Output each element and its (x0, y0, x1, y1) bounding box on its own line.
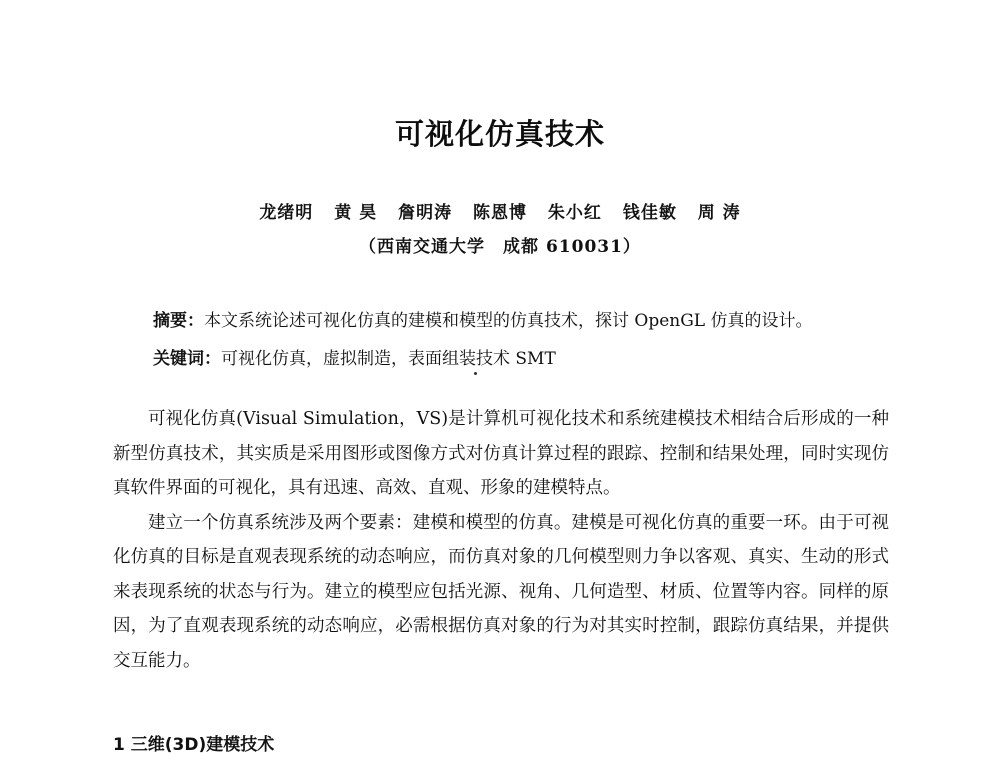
author-name: 陈恩博 (473, 203, 527, 223)
section-heading: 1 三维(3D)建模技术 (113, 735, 275, 755)
body-paragraph: 可视化仿真(Visual Simulation，VS)是计算机可视化技术和系统建模技术相结合后形成的一种新型仿真技术，其实质是采用图形或图像方式对仿真计算过程的跟踪、控制和结果处理，同时实现仿真软件界面的可视化，具有迅速、高效、直观、形象的建模特点。 (113, 409, 889, 498)
author-name: 朱小红 (547, 203, 602, 223)
scan-dot (474, 372, 477, 375)
author-name: 龙绪明 (259, 203, 314, 223)
keywords (153, 344, 556, 369)
author-name: 黄 昊 (334, 203, 378, 223)
paper-title: 可视化仿真技术 (394, 117, 605, 151)
keywords-text: 可视化仿真，虚拟制造，表面组装技术 SMT (221, 349, 556, 369)
author-name: 钱佳敏 (622, 203, 677, 223)
author-name: 周 涛 (697, 203, 741, 223)
abstract-label: 摘要： (153, 311, 204, 331)
author-name: 詹明涛 (398, 203, 453, 223)
abstract (153, 306, 813, 331)
body-text (113, 402, 889, 678)
body-paragraph: 建立一个仿真系统涉及两个要素：建模和模型的仿真。建模是可视化仿真的重要一环。由于可视化仿真的目标是直观表现系统的动态响应，而仿真对象的几何模型则力争以客观、真实、生动的形式来表现系统的状态与行为。建立的模型应包括光源、视角、几何造型、材质、位置等内容。同样的原因，为了直观表现系统的动态响应，必需根据仿真对象的行为对其实时控制，跟踪仿真结果，并提供交互能力。 (113, 512, 889, 671)
affiliation: （西南交通大学 成都 610031） (359, 237, 641, 257)
keywords-label: 关键词： (153, 349, 221, 369)
abstract-text: 本文系统论述可视化仿真的建模和模型的仿真技术，探讨 OpenGL 仿真的设计。 (204, 311, 813, 331)
author-list (0, 198, 1000, 223)
